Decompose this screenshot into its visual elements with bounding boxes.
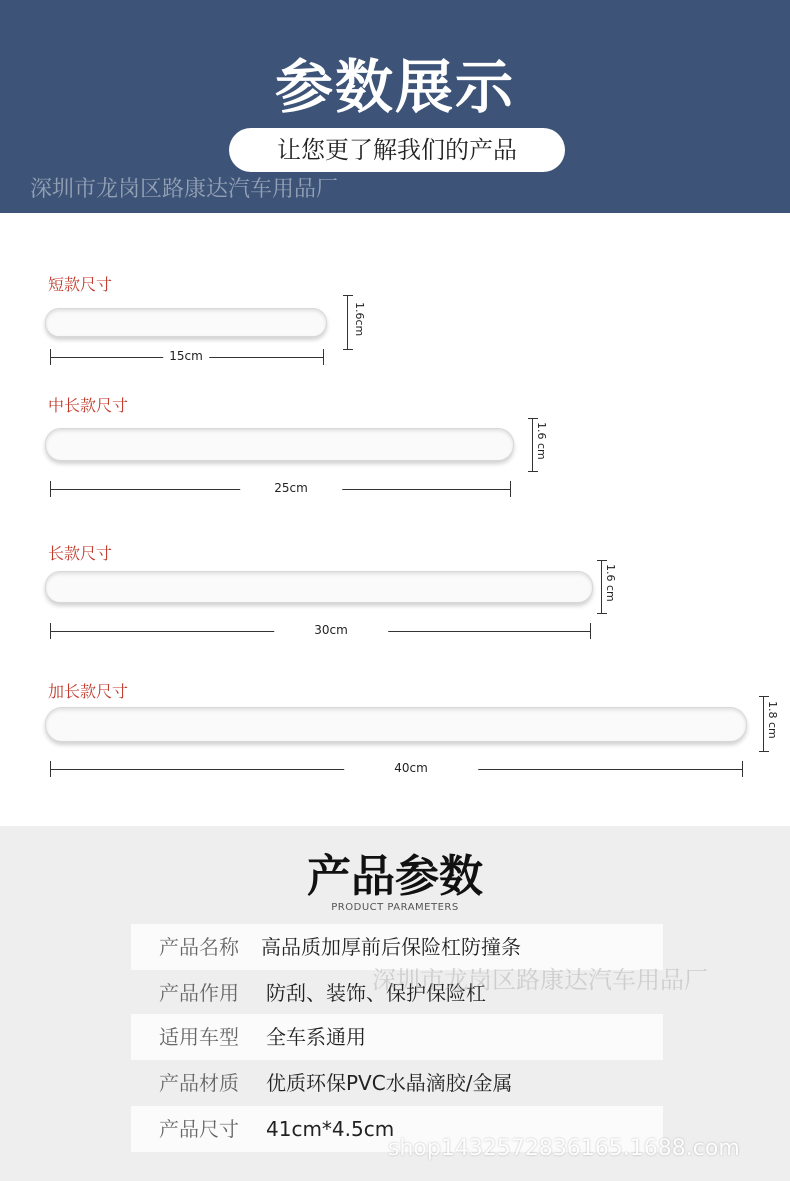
param-row [131,1014,663,1060]
length-tick-left-medium [50,481,51,497]
height-marker-short [343,295,353,350]
length-tick-left-extra-long [50,761,51,777]
height-text-long: 1.6 cm [604,564,617,602]
param-key: 适用车型 [159,1025,239,1049]
size-label-long: 长款尺寸 [48,544,113,563]
param-value: 41cm*4.5cm [266,1117,395,1141]
size-label-medium: 中长款尺寸 [48,396,129,415]
length-tick-right-medium [510,481,511,497]
param-row [131,1060,663,1106]
parameters-title: 产品参数 [307,851,483,902]
size-label-extra-long: 加长款尺寸 [48,682,129,701]
parameters-watermark: 深圳市龙岗区路康达汽车用品厂 [372,966,708,994]
shop-url-watermark: shop1432572836165.1688.com [388,1136,740,1161]
strip-long [45,571,593,603]
strip-short [45,308,327,337]
param-key: 产品尺寸 [159,1117,239,1141]
length-tick-left-short [50,349,51,365]
length-text-long: 30cm [274,623,388,637]
strip-medium [45,428,514,461]
height-text-medium: 1.6 cm [535,422,548,460]
length-tick-left-long [50,623,51,639]
page-title: 参数展示 [274,53,515,121]
length-tick-right-long [590,623,591,639]
height-text-short: 1.6cm [353,302,366,337]
param-key: 产品名称 [159,935,239,959]
param-key: 产品材质 [159,1071,239,1095]
length-tick-right-short [323,349,324,365]
length-tick-right-extra-long [742,761,743,777]
length-text-short: 15cm [163,349,209,363]
param-key: 产品作用 [159,981,239,1005]
param-value: 高品质加厚前后保险杠防撞条 [261,935,521,959]
length-text-medium: 25cm [240,481,342,495]
param-value: 优质环保PVC水晶滴胶/金属 [266,1071,513,1095]
height-text-extra-long: 1.8 cm [766,701,779,739]
param-value: 防刮、装饰、保护保险杠 [266,981,486,1005]
parameters-subtitle: PRODUCT PARAMETERS [331,902,459,913]
size-label-short: 短款尺寸 [48,275,113,294]
header-banner [0,0,790,213]
subtitle-pill: 让您更了解我们的产品 [229,128,565,172]
length-text-extra-long: 40cm [344,761,478,775]
param-value: 全车系通用 [266,1025,366,1049]
header-watermark: 深圳市龙岗区路康达汽车用品厂 [30,177,339,202]
strip-extra-long [45,707,747,742]
